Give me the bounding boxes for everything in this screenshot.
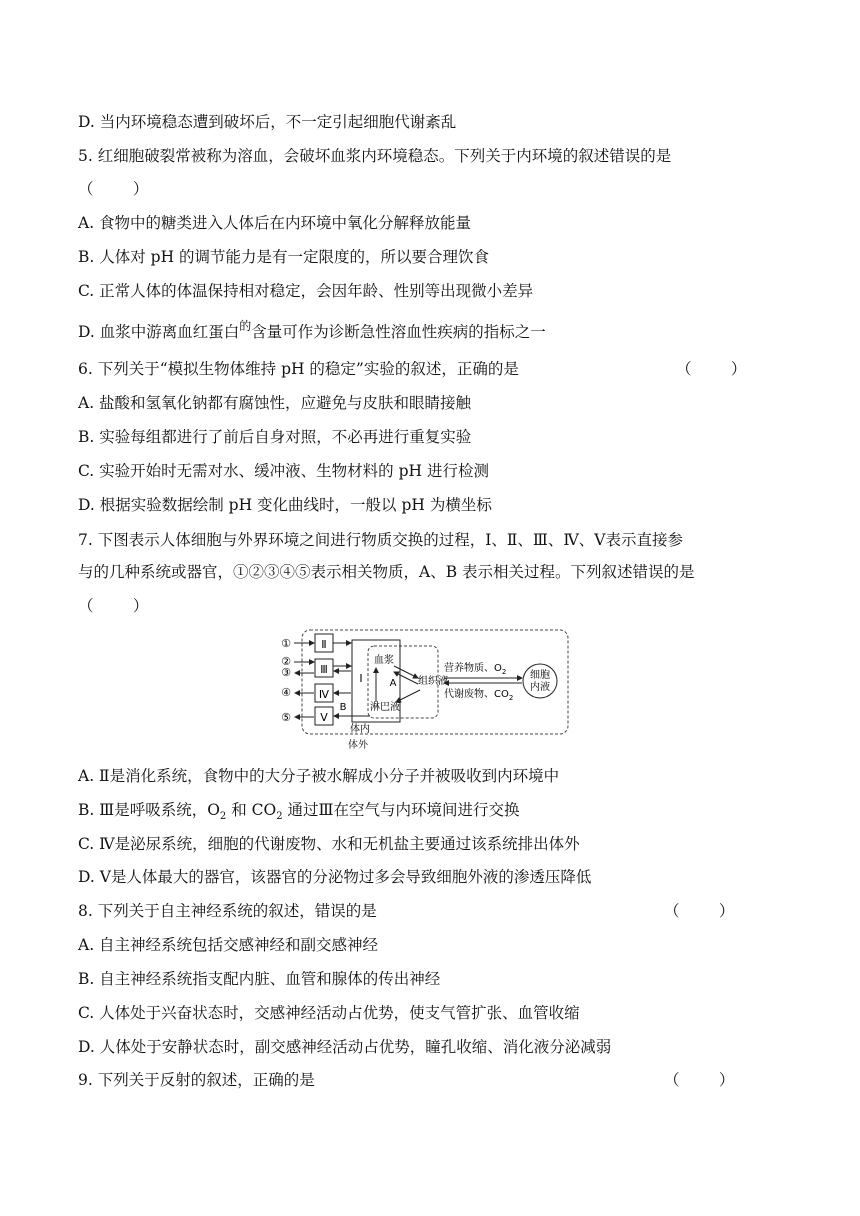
q7-option-b-sub1: 2 [219,811,227,822]
q7-option-c: C. Ⅳ是泌尿系统，细胞的代谢废物、水和无机盐主要通过该系统排出体外 [78,835,580,853]
system-I-label: Ⅰ [359,672,363,685]
q5-option-d-sup: 的 [239,319,252,333]
cell-label-line2: 内液 [530,682,550,693]
q8-option-b: B. 自主神经系统指支配内脏、血管和腺体的传出神经 [78,970,441,988]
q7-option-b-mid: 和 CO [226,801,277,819]
organ-IV-label: Ⅳ [318,688,330,701]
q5-option-d-post: 含量可作为诊断急性溶血性疾病的指标之一 [251,323,546,341]
nutrients-text: 营养物质、O [444,663,502,674]
q6-stem: 6. 下列关于“模拟生物体维持 pH 的稳定”实验的叙述，正确的是 [78,360,519,378]
q8-option-a: A. 自主神经系统包括交感神经和副交感神经 [78,936,379,954]
q7-stem-line1: 7. 下图表示人体细胞与外界环境之间进行物质交换的过程，Ⅰ、Ⅱ、Ⅲ、Ⅳ、Ⅴ表示直接参 [78,531,684,549]
q6-option-d: D. 根据实验数据绘制 pH 变化曲线时，一般以 pH 为横坐标 [78,496,492,514]
q4-option-d: D. 当内环境稳态遭到破坏后，不一定引起细胞代谢紊乱 [78,113,457,131]
q5-option-d-pre: D. 血浆中游离血红蛋白 [78,323,240,341]
inside-label: 体内 [350,724,370,735]
wastes-sub: 2 [508,694,514,702]
q8-stem: 8. 下列关于自主神经系统的叙述，错误的是 [78,902,377,920]
q8-option-d: D. 人体处于安静状态时，副交感神经活动占优势，瞳孔收缩、消化液分泌减弱 [78,1038,612,1056]
marker-2: ② [281,655,291,668]
nutrients-label [444,661,506,676]
organ-V-label: Ⅴ [320,711,328,724]
marker-5: ⑤ [281,711,291,724]
q6-answer-paren: （ ） [676,360,747,378]
q7-option-b [78,800,519,823]
q5-option-d [78,319,546,343]
q7-option-d: D. Ⅴ是人体最大的器官，该器官的分泌物过多会导致细胞外液的渗透压降低 [78,868,592,886]
organ-II-label: Ⅱ [321,638,327,651]
marker-3: ③ [281,666,291,679]
q5-option-a: A. 食物中的糖类进入人体后在内环境中氧化分解释放能量 [78,214,472,232]
nutrients-sub: 2 [501,668,507,676]
organ-III-label: Ⅲ [320,663,328,676]
q5-answer-paren: （ ） [78,180,149,198]
marker-4: ④ [281,686,291,699]
q5-option-b: B. 人体对 pH 的调节能力是有一定限度的，所以要合理饮食 [78,248,490,266]
q7-option-b-pre: B. Ⅲ是呼吸系统，O [78,801,220,819]
lymph-label: 淋巴液 [370,702,400,713]
q7-exchange-diagram [272,626,574,738]
q8-option-c: C. 人体处于兴奋状态时，交感神经活动占优势，使支气管扩张、血管收缩 [78,1004,580,1022]
q7-answer-paren: （ ） [78,597,149,615]
q7-stem-line2: 与的几种系统或器官，①②③④⑤表示相关物质，A、B 表示相关过程。下列叙述错误的是 [78,563,695,581]
q5-stem: 5. 红细胞破裂常被称为溶血，会破坏血浆内环境稳态。下列关于内环境的叙述错误的是 [78,147,672,165]
q6-option-a: A. 盐酸和氢氧化钠都有腐蚀性，应避免与皮肤和眼睛接触 [78,394,472,412]
marker-1: ① [281,637,291,650]
q9-stem: 9. 下列关于反射的叙述，正确的是 [78,1071,315,1089]
q7-option-b-sub2: 2 [276,811,283,822]
q8-answer-paren: （ ） [664,902,735,920]
outside-label: 体外 [348,740,368,751]
q6-option-c: C. 实验开始时无需对水、缓冲液、生物材料的 pH 进行检测 [78,462,489,480]
q9-answer-paren: （ ） [664,1071,735,1089]
q5-option-c: C. 正常人体的体温保持相对稳定，会因年龄、性别等出现微小差异 [78,282,534,300]
q7-option-b-post: 通过Ⅲ在空气与内环境间进行交换 [282,801,520,819]
process-A-label: A [389,678,397,689]
plasma-label: 血浆 [374,655,394,666]
tissue-fluid-label: 组织液 [418,676,448,687]
process-B-label: B [339,702,347,713]
q7-option-a: A. Ⅱ是消化系统，食物中的大分子被水解成小分子并被吸收到内环境中 [78,767,560,785]
wastes-text: 代谢废物、CO [444,689,509,700]
cell-label-line1: 细胞 [530,670,550,681]
wastes-label [444,687,513,702]
q6-option-b: B. 实验每组都进行了前后自身对照，不必再进行重复实验 [78,428,472,446]
